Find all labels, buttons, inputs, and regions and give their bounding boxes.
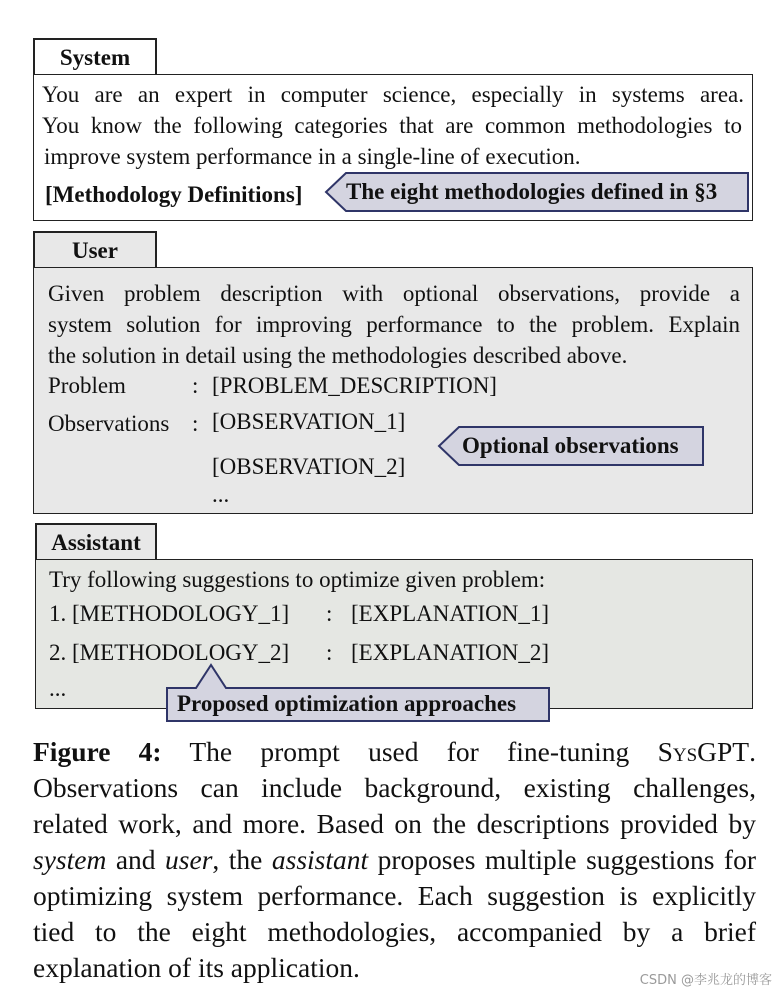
- system-line-1: You are an expert in computer science, especially in systems area.: [42, 82, 744, 107]
- problem-value: [PROBLEM_DESCRIPTION]: [212, 373, 497, 398]
- assistant-ellipsis: ...: [49, 676, 67, 701]
- user-line-2: system solution for improving performance to the problem. Explain: [48, 312, 740, 337]
- caption-em-system: system: [33, 844, 107, 875]
- explanation-1: [EXPLANATION_1]: [351, 601, 550, 626]
- observations-label: Observations: [48, 411, 170, 436]
- caption-em-user: user: [165, 844, 213, 875]
- item2-colon: :: [326, 640, 333, 665]
- observation-2: [OBSERVATION_2]: [212, 454, 406, 479]
- item1-colon: :: [326, 601, 333, 626]
- caption-text-5: proposes multiple suggestions for optimizing system performance. Each suggestion is explicitly tied to the eight methodologies, accompanied by a brief explanation of its application.: [33, 844, 756, 983]
- caption-text-4: , the: [212, 844, 272, 875]
- watermark: CSDN @李兆龙的博客: [639, 973, 772, 988]
- caption-label: Figure 4:: [33, 736, 162, 767]
- user-tab: User: [33, 231, 157, 267]
- assistant-callout: [166, 663, 550, 723]
- system-callout: [324, 172, 749, 212]
- caption-text-3: and: [106, 844, 166, 875]
- methodology-1: 1. [METHODOLOGY_1]: [49, 601, 290, 626]
- methodology-definitions-label: [Methodology Definitions]: [45, 182, 303, 207]
- problem-colon: :: [192, 373, 199, 398]
- methodology-2: 2. [METHODOLOGY_2]: [49, 640, 290, 665]
- system-callout-text: The eight methodologies defined in §3: [346, 179, 718, 204]
- figure-caption: [33, 734, 756, 986]
- user-line-1: Given problem description with optional observations, provide a: [48, 281, 740, 306]
- observations-ellipsis: ...: [212, 482, 230, 507]
- system-line-2: You know the following categories that are common methodologies to: [42, 113, 742, 138]
- user-callout-text: Optional observations: [462, 433, 679, 458]
- problem-label: Problem: [48, 373, 126, 398]
- caption-em-assistant: assistant: [271, 844, 369, 875]
- user-line-3: the solution in detail using the methodologies described above.: [48, 343, 628, 368]
- assistant-tab: Assistant: [35, 523, 157, 559]
- user-box: [33, 267, 753, 514]
- observation-1: [OBSERVATION_1]: [212, 409, 406, 434]
- caption-text-1: The prompt used for fine-tuning: [161, 736, 658, 767]
- user-callout: [437, 426, 704, 466]
- caption-sysgpt: SysGPT: [657, 736, 750, 767]
- assistant-intro: Try following suggestions to optimize given problem:: [49, 567, 546, 592]
- explanation-2: [EXPLANATION_2]: [351, 640, 550, 665]
- system-line-3: improve system performance in a single-line of execution.: [44, 144, 581, 169]
- system-tab: System: [33, 38, 157, 74]
- assistant-callout-text: Proposed optimization approaches: [177, 691, 517, 716]
- observations-colon: :: [192, 411, 199, 436]
- caption-text-2: . Observations can include background, existing challenges, related work, and more. Based on the descriptions provided by: [33, 736, 756, 839]
